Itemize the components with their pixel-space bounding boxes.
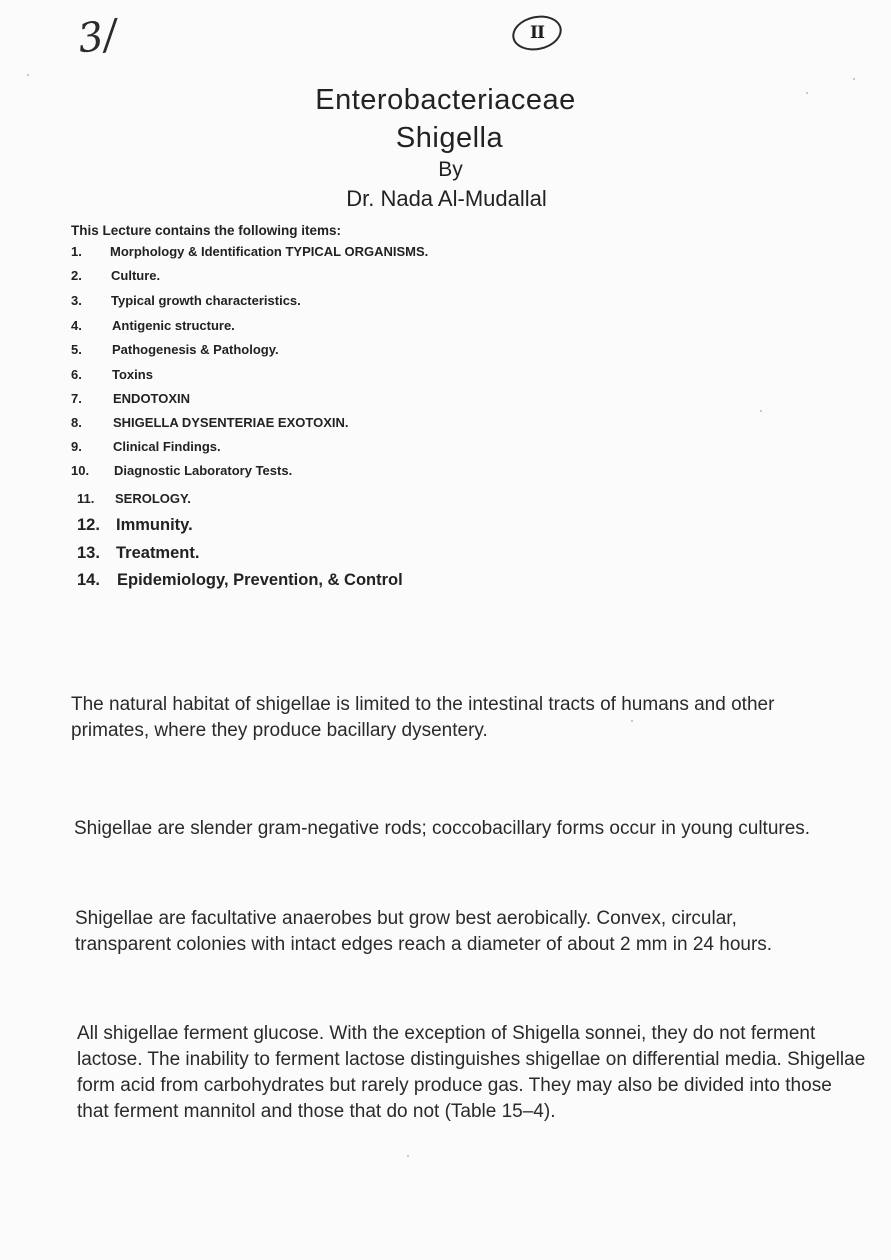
scan-speck: [760, 410, 762, 412]
scan-speck: [27, 74, 29, 76]
paragraph-morphology: Shigellae are slender gram-negative rods; coccobacillary forms occur in young cultures.: [74, 818, 811, 839]
title-line-2: Shigella: [395, 122, 504, 154]
document-page: 3/ II Enterobacteriaceae Shigella By Dr. Nada Al-Mudallal This Lecture contains the following items: 1. Morphology & Identification TYPICAL ORGANISMS. 2. Culture. 3. Typical growth characteristics. 4. Antigenic structure. 5. Pathogenesis & Pathology. 6. Toxins 7. ENDOTOXIN 8. SHIGELLA DYSENTERIAE EXOTOXIN. 9. Clinical Findings. 10. Diagnostic Laboratory Tests. 11. SEROLOGY. 12. Immunity. 13. Treatment. 14. Epidemiology, Prevention, & Control The natural habitat of shigellae is limited to the intestinal tracts of humans and other primates, where they produce bacillary dysentery. Shigellae are slender gram-negative rods; coccobacillary forms occur in young cultures. Shigellae are facultative anaerobes but grow best aerobically. Convex, circular, transparent colonies with intact edges reach a diameter of about 2 mm in 24 hours. All shigellae ferment glucose. With the exception of Shigella sonnei, they do not ferment lactose. The inability to ferment lactose distinguishes shigellae on differential media. Shigellae form acid from carbohydrates but rarely produce gas. They may also be divided into those that ferment mannitol and those that do not (Table 15–4).: [0, 0, 891, 1260]
scan-speck: [407, 1155, 409, 1157]
handwritten-circled-mark: [509, 11, 565, 55]
paragraph-habitat: The natural habitat of shigellae is limited to the intestinal tracts of humans and other primates, where they produce bacillary dysentery.: [71, 694, 775, 741]
paragraph-culture: Shigellae are facultative anaerobes but grow best aerobically. Convex, circular, transparent colonies with intact edges reach a diameter of about 2 mm in 24 hours.: [75, 908, 773, 955]
circled-mark-text: II: [530, 23, 544, 43]
paragraph-growth-characteristics: All shigellae ferment glucose. With the exception of Shigella sonnei, they do not ferment lactose. The inability to ferment lactose distinguishes shigellae on differential media. Shigellae form acid from carbohydrates but rarely produce gas. They may also be divided into those that ferment mannitol and those that do not (Table 15–4).: [77, 1023, 866, 1122]
handwritten-page-number: 3/: [74, 11, 120, 63]
contents-intro: This Lecture contains the following items:: [71, 223, 342, 238]
title-line-1: Enterobacteriaceae: [315, 84, 576, 116]
title-by: By: [438, 158, 463, 181]
title-author: Dr. Nada Al-Mudallal: [346, 186, 547, 211]
scan-speck: [853, 78, 855, 80]
scan-speck: [631, 720, 633, 722]
scan-speck: [806, 92, 808, 94]
